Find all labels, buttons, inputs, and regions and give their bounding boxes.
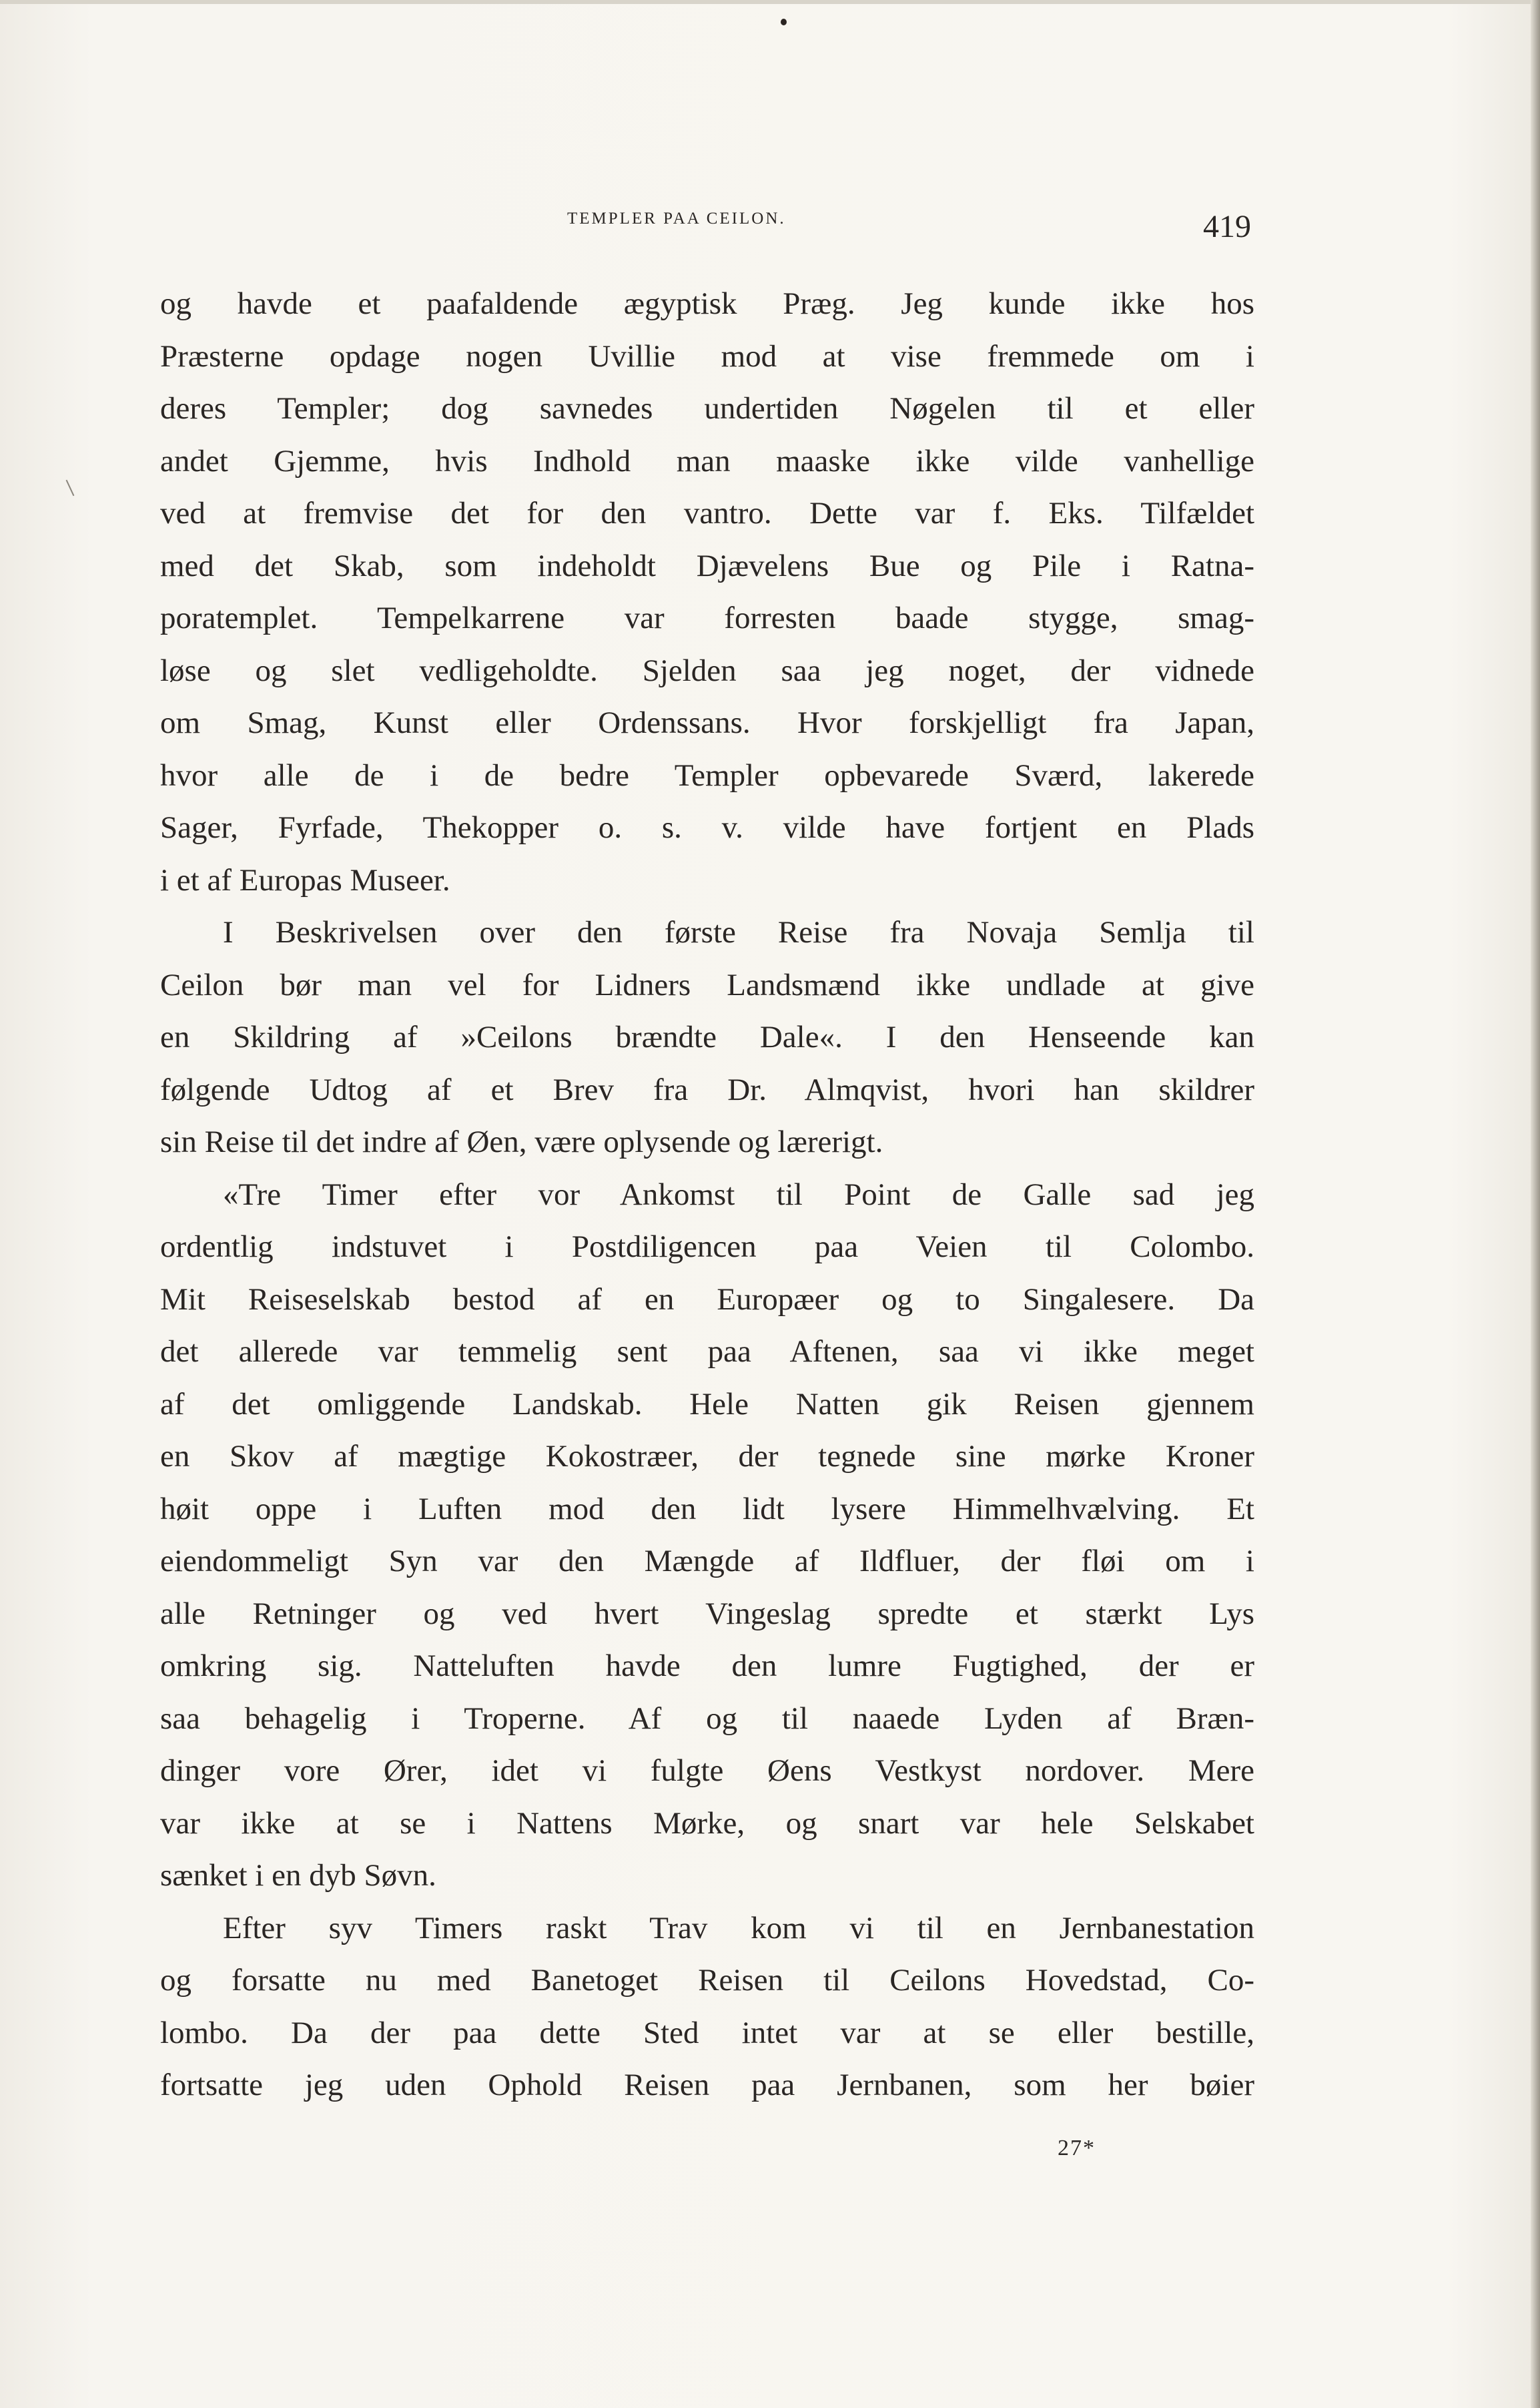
ink-dot-mark [781,19,787,25]
text-line: i et af Europas Museer. [160,862,450,898]
text-line: og havde et paafaldende ægyptisk Præg. Jeg kunde ikke hos [160,286,1254,321]
text-line: en Skildring af »Ceilons brændte Dale«. I den Henseende kan [160,1020,1254,1055]
text-line: løse og slet vedligeholdte. Sjelden saa jeg noget, der vidnede [160,653,1254,688]
text-line: saa behagelig i Troperne. Af og til naaede Lyden af Bræn- [160,1701,1254,1736]
text-line: var ikke at se i Nattens Mørke, og snart var hele Selskabet [160,1805,1254,1841]
signature-mark: 27* [1058,2136,1096,2160]
text-line: en Skov af mægtige Kokostræer, der tegnede sine mørke Kroner [160,1439,1254,1474]
text-line: hvor alle de i de bedre Templer opbevarede Sværd, lakerede [160,758,1254,793]
page-number: 419 [1203,209,1251,244]
text-line: deres Templer; dog savnedes undertiden Nøgelen til et eller [160,391,1254,426]
page-right-edge [1531,0,1540,2408]
running-head: TEMPLER PAA CEILON. [567,210,786,228]
paragraph-start-line: Efter syv Timers raskt Trav kom vi til en Jernbanestation [223,1910,1254,1945]
text-line: alle Retninger og ved hvert Vingeslag spredte et stærkt Lys [160,1596,1254,1631]
margin-pencil-mark [66,480,75,496]
text-line: med det Skab, som indeholdt Djævelens Bue og Pile i Ratna- [160,548,1254,583]
text-line: andet Gjemme, hvis Indhold man maaske ikke vilde vanhellige [160,443,1254,479]
text-line: ved at fremvise det for den vantro. Dette var f. Eks. Tilfældet [160,496,1254,531]
text-line: sin Reise til det indre af Øen, være oplysende og lærerigt. [160,1125,883,1159]
text-line: poratemplet. Tempelkarrene var forresten baade stygge, smag- [160,601,1254,635]
text-line: lombo. Da der paa dette Sted intet var at se eller bestille, [160,2015,1254,2050]
text-line: Præsterne opdage nogen Uvillie mod at vise fremmede om i [160,338,1254,374]
text-line: følgende Udtog af et Brev fra Dr. Almqvist, hvori han skildrer [160,1072,1254,1107]
text-line: Sager, Fyrfade, Thekopper o. s. v. vilde have fortjent en Plads [160,810,1254,845]
text-line: det allerede var temmelig sent paa Aftenen, saa vi ikke meget [160,1334,1254,1369]
text-line: af det omliggende Landskab. Hele Natten gik Reisen gjennem [160,1386,1254,1422]
text-line: ordentlig indstuvet i Postdiligencen paa Veien til Colombo. [160,1229,1254,1264]
paragraph-start-line: I Beskrivelsen over den første Reise fra Novaja Semlja til [223,915,1254,950]
text-line: Mit Reiseselskab bestod af en Europæer og to Singalesere. Da [160,1281,1254,1317]
text-line: omkring sig. Natteluften havde den lumre Fugtighed, der er [160,1648,1254,1683]
text-line: Ceilon bør man vel for Lidners Landsmænd ikke undlade at give [160,967,1254,1002]
text-line: og forsatte nu med Banetoget Reisen til Ceilons Hovedstad, Co- [160,1963,1254,1998]
body-text [160,278,1254,2112]
page-top-edge [0,0,1540,4]
paragraph-start-line: «Tre Timer efter vor Ankomst til Point de Galle sad jeg [223,1177,1254,1212]
text-line: fortsatte jeg uden Ophold Reisen paa Jernbanen, som her bøier [160,2068,1254,2102]
text-line: sænket i en dyb Søvn. [160,1858,436,1893]
text-line: høit oppe i Luften mod den lidt lysere Himmelhvælving. Et [160,1491,1254,1526]
text-line: dinger vore Ører, idet vi fulgte Øens Vestkyst nordover. Mere [160,1753,1254,1788]
text-line: om Smag, Kunst eller Ordenssans. Hvor forskjelligt fra Japan, [160,705,1254,740]
text-line: eiendommeligt Syn var den Mængde af Ildfluer, der fløi om i [160,1544,1254,1578]
